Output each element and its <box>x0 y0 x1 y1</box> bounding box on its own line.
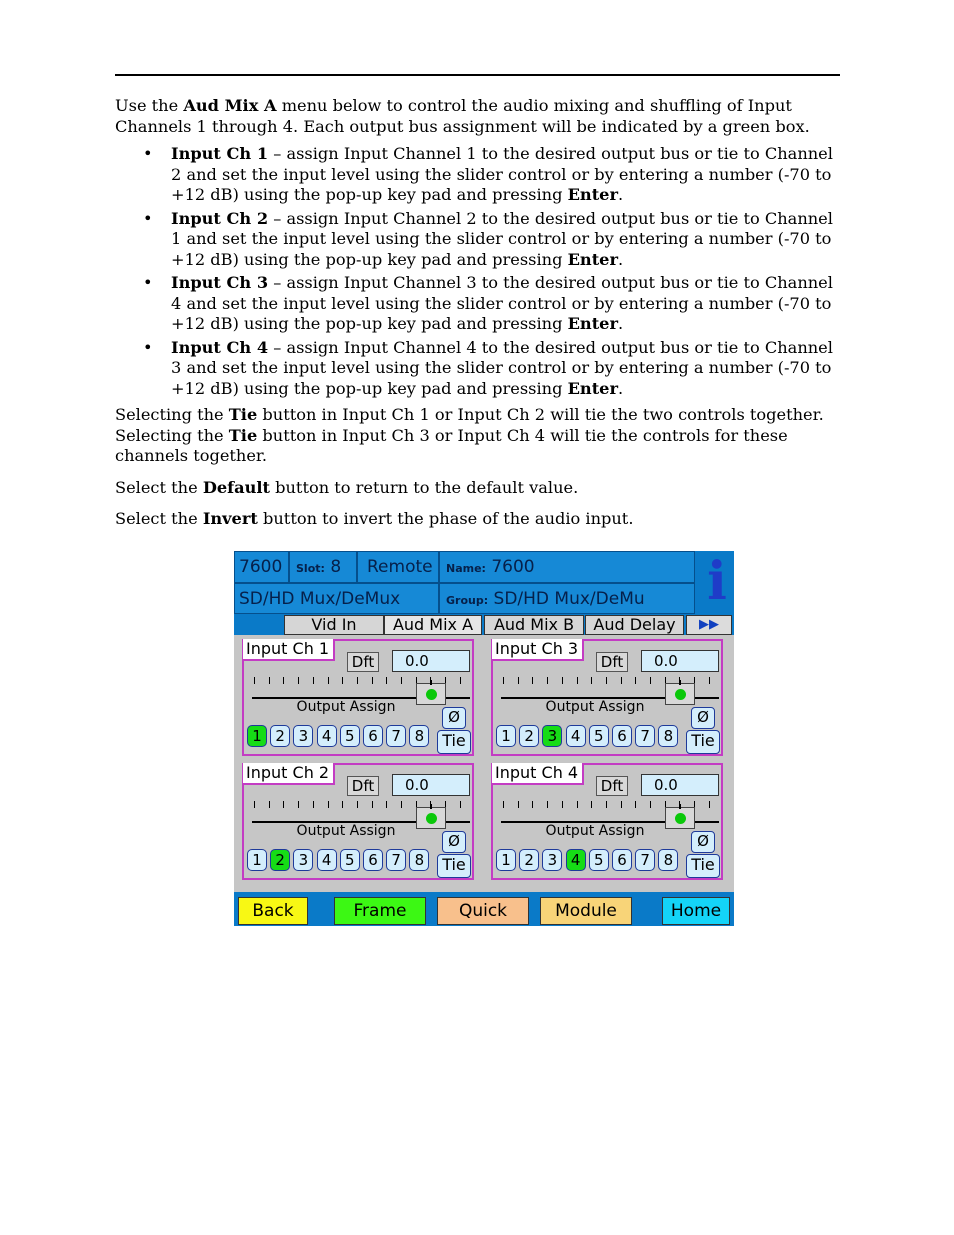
bus-button-7[interactable]: 7 <box>386 849 406 871</box>
slider-tick <box>283 801 284 808</box>
back-button[interactable]: Back <box>238 897 308 925</box>
tab-bar <box>234 614 734 635</box>
bus-button-1[interactable]: 1 <box>247 849 267 871</box>
bus-button-3[interactable]: 3 <box>293 849 313 871</box>
bus-button-5[interactable]: 5 <box>589 849 609 871</box>
slider-tick <box>342 677 343 684</box>
bus-button-5[interactable]: 5 <box>340 849 360 871</box>
bus-button-2[interactable]: 2 <box>270 849 290 871</box>
slider-tick <box>313 677 314 684</box>
intro-paragraph: Use the Aud Mix A menu below to control the audio mixing and shuffling of Input Channels 1 through 4. Each output bus assignment will be indicated by a green box. <box>115 96 810 136</box>
invert-paragraph: Select the Invert button to invert the phase of the audio input. <box>115 509 634 528</box>
slot-cell: Slot: 8 <box>289 551 357 583</box>
bus-button-3[interactable]: 3 <box>542 849 562 871</box>
tie-button[interactable]: Tie <box>686 730 720 754</box>
slider-tick <box>503 677 504 684</box>
bus-button-4[interactable]: 4 <box>317 725 337 747</box>
channel-label: Input Ch 4 <box>492 763 584 785</box>
tab-aud-mix-a[interactable]: Aud Mix A <box>384 615 482 635</box>
document-body <box>115 96 840 541</box>
slider-tick <box>709 677 710 684</box>
slider-tick <box>283 677 284 684</box>
bus-button-6[interactable]: 6 <box>612 725 632 747</box>
slider-tick <box>386 801 387 808</box>
tab-vid-in[interactable]: Vid In <box>284 615 384 635</box>
slider-tick <box>591 801 592 808</box>
slider-tick <box>547 677 548 684</box>
slider-tick <box>577 677 578 684</box>
bullet-input-ch3: • Input Ch 3 – assign Input Channel 3 to the desired output bus or tie to Channel 4 and set the input level using the slider control or by entering a number (-70 to +12 dB) using the pop-up key pad and pressing Enter. <box>143 273 833 333</box>
name-cell: Name: 7600 <box>439 551 695 583</box>
level-value-field[interactable]: 0.0 <box>641 650 719 672</box>
invert-phase-button[interactable]: Ø <box>691 707 715 729</box>
slider-tick <box>254 677 255 684</box>
bullet-input-ch1: • Input Ch 1 – assign Input Channel 1 to the desired output bus or tie to Channel 2 and set the input level using the slider control or by entering a number (-70 to +12 dB) using the pop-up key pad and pressing Enter. <box>143 144 833 204</box>
bus-button-2[interactable]: 2 <box>519 849 539 871</box>
bus-button-8[interactable]: 8 <box>658 725 678 747</box>
bus-button-7[interactable]: 7 <box>635 725 655 747</box>
tab-aud-delay[interactable]: Aud Delay <box>585 615 684 635</box>
bus-button-3[interactable]: 3 <box>293 725 313 747</box>
slider-tick <box>547 801 548 808</box>
slider-tick <box>518 677 519 684</box>
bus-button-1[interactable]: 1 <box>496 725 516 747</box>
header-rule <box>115 74 840 76</box>
bus-button-8[interactable]: 8 <box>409 849 429 871</box>
default-button[interactable]: Dft <box>596 652 628 672</box>
slider-tick <box>298 677 299 684</box>
slider-tick <box>650 801 651 808</box>
slider-tick <box>269 801 270 808</box>
input-ch4-box <box>491 763 723 880</box>
bus-button-7[interactable]: 7 <box>635 849 655 871</box>
bus-button-8[interactable]: 8 <box>409 725 429 747</box>
slider-tick <box>328 677 329 684</box>
slider-tick <box>606 801 607 808</box>
output-assign-label: Output Assign <box>296 823 396 839</box>
quick-button[interactable]: Quick <box>437 897 529 925</box>
level-value-field[interactable]: 0.0 <box>392 650 470 672</box>
tie-button[interactable]: Tie <box>437 730 471 754</box>
slider-tick <box>254 801 255 808</box>
slider-tick <box>518 801 519 808</box>
slider-tick <box>709 801 710 808</box>
bus-button-4[interactable]: 4 <box>566 849 586 871</box>
level-value-field[interactable]: 0.0 <box>392 774 470 796</box>
info-icon[interactable]: i <box>707 551 727 612</box>
tie-paragraph: Selecting the Tie button in Input Ch 1 or Input Ch 2 will tie the two controls together. Selecting the Tie button in Input Ch 3 or Input Ch 4 will tie the controls for these channels together. <box>115 405 824 465</box>
invert-phase-button[interactable]: Ø <box>691 831 715 853</box>
default-button[interactable]: Dft <box>347 776 379 796</box>
channel-label: Input Ch 1 <box>243 639 335 661</box>
more-tabs-arrow-icon[interactable]: ▶▶ <box>686 615 732 635</box>
footer-bar <box>234 892 734 926</box>
tie-button[interactable]: Tie <box>686 854 720 878</box>
bus-button-6[interactable]: 6 <box>612 849 632 871</box>
model-cell: 7600 <box>234 551 289 583</box>
input-ch2-box <box>242 763 474 880</box>
slider-tick <box>357 677 358 684</box>
slider-tick <box>635 677 636 684</box>
bus-button-4[interactable]: 4 <box>317 849 337 871</box>
bus-button-3[interactable]: 3 <box>542 725 562 747</box>
bus-button-1[interactable]: 1 <box>247 725 267 747</box>
tie-button[interactable]: Tie <box>437 854 471 878</box>
slider-tick <box>460 677 461 684</box>
input-ch3-box <box>491 639 723 756</box>
module-type-cell: SD/HD Mux/DeMux <box>234 583 439 614</box>
slider-tick <box>621 801 622 808</box>
input-ch1-box <box>242 639 474 756</box>
slider-tick <box>269 677 270 684</box>
slider-tick <box>650 677 651 684</box>
bus-button-6[interactable]: 6 <box>363 849 383 871</box>
default-button[interactable]: Dft <box>347 652 379 672</box>
channel-label: Input Ch 2 <box>243 763 335 785</box>
slider-tick <box>372 801 373 808</box>
slider-tick <box>532 677 533 684</box>
slider-tick <box>621 677 622 684</box>
bus-button-7[interactable]: 7 <box>386 725 406 747</box>
slider-tick <box>503 801 504 808</box>
output-assign-label: Output Assign <box>296 699 396 715</box>
channel-label: Input Ch 3 <box>492 639 584 661</box>
slider-tick <box>313 801 314 808</box>
bullet-input-ch2: • Input Ch 2 – assign Input Channel 2 to the desired output bus or tie to Channel 1 and set the input level using the slider control or by entering a number (-70 to +12 dB) using the pop-up key pad and pressing Enter. <box>143 208 833 269</box>
slider-tick <box>606 677 607 684</box>
slider-tick <box>342 801 343 808</box>
bullet-list <box>115 144 840 399</box>
slider-tick <box>577 801 578 808</box>
slider-tick <box>357 801 358 808</box>
bullet-input-ch4: • Input Ch 4 – assign Input Channel 4 to the desired output bus or tie to Channel 3 and set the input level using the slider control or by entering a number (-70 to +12 dB) using the pop-up key pad and pressing Enter. <box>143 337 833 398</box>
bus-button-5[interactable]: 5 <box>589 725 609 747</box>
slider-tick <box>591 677 592 684</box>
module-button[interactable]: Module <box>540 897 632 925</box>
bus-button-6[interactable]: 6 <box>363 725 383 747</box>
slider-tick <box>328 801 329 808</box>
group-cell: Group: SD/HD Mux/DeMu <box>439 583 695 614</box>
bus-button-8[interactable]: 8 <box>658 849 678 871</box>
slider-tick <box>372 677 373 684</box>
slider-tick <box>532 801 533 808</box>
panel-header <box>234 551 734 614</box>
slider-tick <box>460 801 461 808</box>
slider-tick <box>562 801 563 808</box>
slider-tick <box>386 677 387 684</box>
slider-tick <box>401 801 402 808</box>
bus-button-1[interactable]: 1 <box>496 849 516 871</box>
tab-aud-mix-b[interactable]: Aud Mix B <box>484 615 584 635</box>
default-paragraph: Select the Default button to return to the default value. <box>115 477 579 497</box>
invert-phase-button[interactable]: Ø <box>442 831 466 853</box>
bus-button-2[interactable]: 2 <box>270 725 290 747</box>
level-value-field[interactable]: 0.0 <box>641 774 719 796</box>
bus-button-5[interactable]: 5 <box>340 725 360 747</box>
output-assign-label: Output Assign <box>545 699 645 715</box>
slider-tick <box>298 801 299 808</box>
output-assign-label: Output Assign <box>545 823 645 839</box>
bus-button-4[interactable]: 4 <box>566 725 586 747</box>
aud-mix-a-panel <box>234 551 734 926</box>
slider-tick <box>635 801 636 808</box>
default-button[interactable]: Dft <box>596 776 628 796</box>
frame-button[interactable]: Frame <box>334 897 426 925</box>
invert-phase-button[interactable]: Ø <box>442 707 466 729</box>
slider-tick <box>401 677 402 684</box>
slider-tick <box>562 677 563 684</box>
remote-cell[interactable]: Remote <box>357 551 439 583</box>
home-button[interactable]: Home <box>662 897 730 925</box>
bus-button-2[interactable]: 2 <box>519 725 539 747</box>
